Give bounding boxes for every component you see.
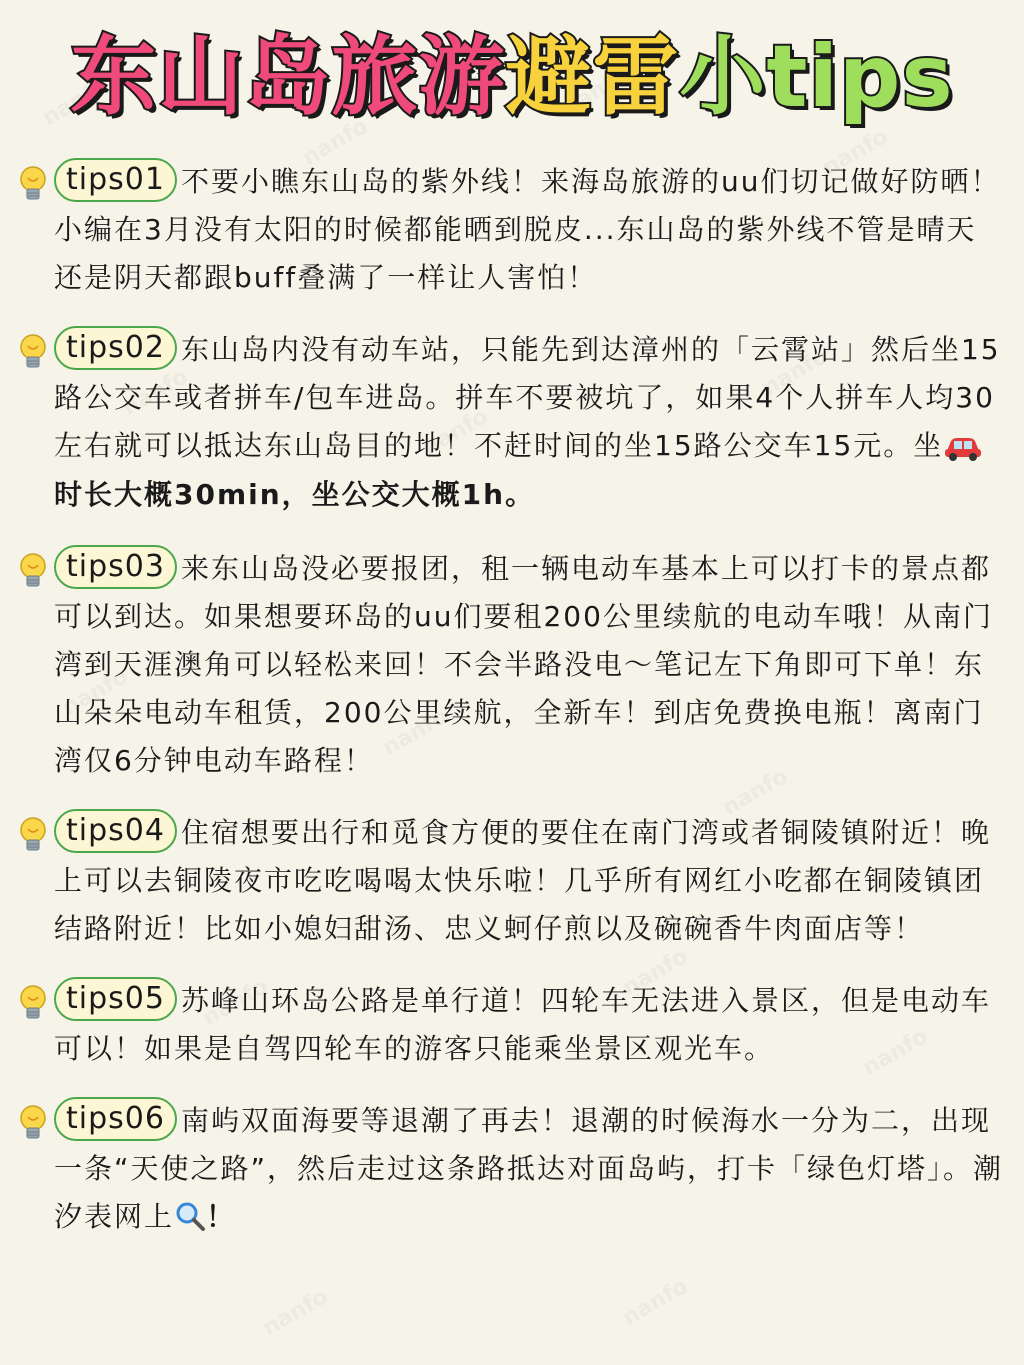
tip-badge: tips02 bbox=[54, 326, 177, 370]
title-part-2: 避雷 bbox=[505, 27, 680, 127]
tip-badge: tips03 bbox=[54, 545, 177, 589]
tips-list bbox=[14, 158, 1004, 1242]
tip-item bbox=[14, 1097, 1004, 1242]
tip-text: 不要小瞧东山岛的紫外线！来海岛旅游的uu们切记做好防晒！小编在3月没有太阳的时候都能晒到脱皮...东山岛的紫外线不管是晴天还是阴天都跟buff叠满了一样让人害怕！ bbox=[54, 165, 1001, 294]
lightbulb-icon bbox=[16, 164, 50, 204]
tip-text: 东山岛内没有动车站，只能先到达漳州的「云霄站」然后坐15路公交车或者拼车/包车进岛。拼车不要被坑了，如果4个人拼车人均30左右就可以抵达东山岛目的地！不赶时间的坐15路公交车15元。坐 bbox=[54, 333, 1001, 462]
lightbulb-icon bbox=[16, 551, 50, 591]
lightbulb-icon bbox=[16, 332, 50, 372]
tip-badge: tips04 bbox=[54, 809, 177, 853]
tip-badge: tips06 bbox=[54, 1097, 177, 1141]
tip-badge: tips05 bbox=[54, 977, 177, 1021]
page-title bbox=[0, 22, 1024, 132]
title-part-1: 东山岛旅游 bbox=[70, 27, 506, 127]
tip-text: 住宿想要出行和觅食方便的要住在南门湾或者铜陵镇附近！晚上可以去铜陵夜市吃吃喝喝太快乐啦！几乎所有网红小吃都在铜陵镇团结路附近！比如小媳妇甜汤、忠义蚵仔煎以及碗碗香牛肉面店等！ bbox=[54, 816, 991, 945]
lightbulb-icon bbox=[16, 983, 50, 1023]
lightbulb-icon bbox=[16, 815, 50, 855]
tip-item bbox=[14, 809, 1004, 953]
tip-text: 南屿双面海要等退潮了再去！退潮的时候海水一分为二，出现一条“天使之路”，然后走过这条路抵达对面岛屿，打卡「绿色灯塔」。潮汐表网上 bbox=[54, 1104, 1004, 1233]
watermark bbox=[618, 1274, 692, 1331]
tip-item bbox=[14, 326, 1004, 519]
tip-badge: tips01 bbox=[54, 158, 177, 202]
tip-text-bold: 时长大概30min，坐公交大概1h。 bbox=[54, 478, 536, 511]
title-part-3: 小tips bbox=[679, 27, 954, 127]
watermark bbox=[258, 1284, 332, 1341]
tip-text: 来东山岛没必要报团，租一辆电动车基本上可以打卡的景点都可以到达。如果想要环岛的uu们要租200公里续航的电动车哦！从南门湾到天涯澳角可以轻松来回！不会半路没电～笔记左下角即可下单！东山朵朵电动车租赁，200公里续航，全新车！到店免费换电瓶！离南门湾仅6分钟电动车路程！ bbox=[54, 552, 993, 777]
tip-item bbox=[14, 977, 1004, 1073]
tip-item bbox=[14, 158, 1004, 302]
car-icon bbox=[943, 423, 983, 471]
search-icon bbox=[174, 1194, 206, 1242]
tip-text-tail: ！ bbox=[206, 1200, 237, 1233]
lightbulb-icon bbox=[16, 1103, 50, 1143]
tip-text: 苏峰山环岛公路是单行道！四轮车无法进入景区，但是电动车可以！如果是自驾四轮车的游客只能乘坐景区观光车。 bbox=[54, 984, 991, 1065]
tip-item bbox=[14, 545, 1004, 785]
